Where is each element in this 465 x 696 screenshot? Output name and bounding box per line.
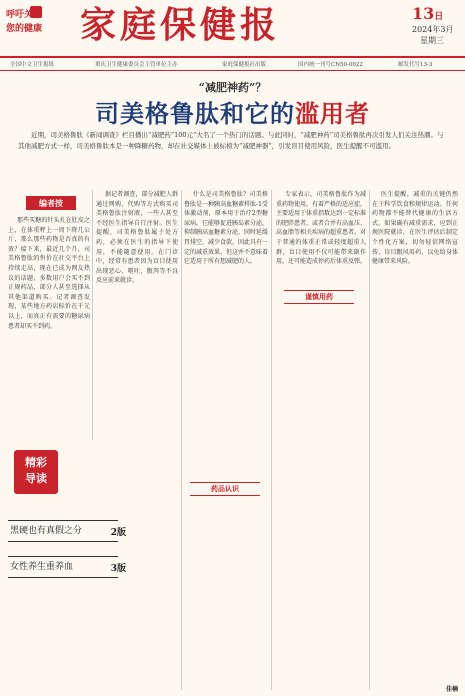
slogan-line2: 您的健康 — [6, 24, 43, 34]
article-column-5: 医生提醒，减重的关键仍然在于科学饮食和规律运动。任何药物都不能替代健康的生活方式。如果确有减重需求，应到正规医院就诊，在医生评估后制定个性化方案，切勿轻信网络宣传、盲目跟风用药，以免给身体健康带来风险。 — [372, 191, 458, 266]
guide-badge-line2: 导读 — [25, 472, 47, 485]
slogan — [6, 8, 42, 36]
column-divider — [181, 190, 182, 690]
main-headline — [0, 94, 465, 129]
guide-item-page: 3版 — [110, 564, 126, 574]
author-byline: 佳楠 — [446, 686, 459, 693]
slogan-line1: 呼吁关注 — [6, 10, 43, 20]
issue-weekday: 星期三 — [420, 36, 444, 45]
guide-item[interactable] — [8, 520, 126, 542]
info-item-2: 重庆卫生健康委员会主管单位主办 — [95, 62, 178, 68]
guide-item-title: 黑硬也有真假之分 — [10, 526, 83, 536]
column-divider — [92, 190, 93, 440]
publication-info-bar — [0, 59, 465, 69]
article-column-4: 专家表示，司美格鲁肽作为减重药物使用，有着严格的适应症，主要适用于体重指数达到一定标准的肥胖患者，或者合并有高血压、高血脂等相关疾病的超重患者。对于普通的体重正常或轻度超重人群，盲目使用不仅可能带来副作用，还可能造成停药后体重反弹。 — [276, 191, 366, 266]
info-item-4: 国内统一刊号CN50-0022 — [298, 62, 363, 68]
headline-kicker: “减肥神药”？ — [198, 81, 267, 94]
guide-badge-line1: 精彩 — [25, 456, 47, 469]
article-column-3: 什么是司美格鲁肽？司美格鲁肽是一种胰高血糖素样肽-1受体激动剂，原本用于治疗2型糖尿病。它能够促进胰岛素分泌，抑制胰高血糖素分泌，同时延缓胃排空，减少食欲，因此具有一定的减重效果。但这并不意味着它适用于所有想减肥的人。 — [184, 191, 268, 266]
column-divider — [271, 190, 272, 690]
column-divider — [369, 190, 370, 690]
subhead-2: 谨慎用药 — [284, 290, 354, 304]
issue-date: 2024年3月 — [412, 25, 454, 34]
info-item-5: 邮发代号13-3 — [398, 62, 433, 68]
guide-item[interactable] — [8, 556, 126, 578]
info-item-1: 全国中文卫生报纸 — [10, 62, 55, 68]
newspaper-title: 家庭保健报 — [80, 4, 281, 46]
article-column-1: 那些买糖的针头扎在肚皮之上，在体重秤上一周下降几公斤，那么那些药物是否真的有效？接下来，最近几个月，司美格鲁肽的售价在社交平台上持续走高，现在已成为网友热议的话题，多数用户会买不到正规药品，部分人甚至选择从其他渠道购买。记者调查发现，某些地方药店标价在千元以上，而真正有需要的糖尿病患者却买不到药。 — [8, 217, 90, 330]
editor-note-tag: 编者按 — [26, 196, 76, 210]
headline-prefix: 司美格鲁肽和它的 — [95, 99, 295, 128]
subhead-1: 药品认识 — [190, 482, 260, 496]
article-lead: 近期，司美格鲁肽《新闻调查》栏目播出“减肥药”100元“大名了一个热门的话题。与此同时，“减肥神药”司美格鲁肽再次引发人们关注热潮。与其他减肥方式一样，司美格鲁肽本是一种降糖药物，却在社交媒体上被标榜为“减肥神器”，引发盲目使用风险，医生提醒不可滥用。 — [18, 131, 444, 150]
headline-emphasis: 滥用者 — [295, 99, 370, 128]
article-column-2: 据记者调查，部分减肥人群通过网购、代购等方式购买司美格鲁肽注射液，一些人甚至不经医生指导自行注射。医生提醒，司美格鲁肽属于处方药，必须在医生的指导下使用，不能随意使用。在门诊中，经常有患者因为盲目使用出现恶心、呕吐、腹泻等不良反应前来就诊。 — [96, 191, 178, 285]
guide-item-title: 女性养生重养血 — [10, 562, 74, 572]
issue-number: 13日 — [412, 4, 444, 23]
masthead-divider — [0, 56, 465, 58]
guide-badge — [14, 450, 58, 494]
guide-item-page: 2版 — [110, 528, 126, 538]
info-divider — [0, 70, 465, 71]
masthead — [0, 0, 465, 54]
info-item-3: 家庭保健报社出版 — [222, 62, 267, 68]
highlights-guide — [4, 440, 126, 690]
